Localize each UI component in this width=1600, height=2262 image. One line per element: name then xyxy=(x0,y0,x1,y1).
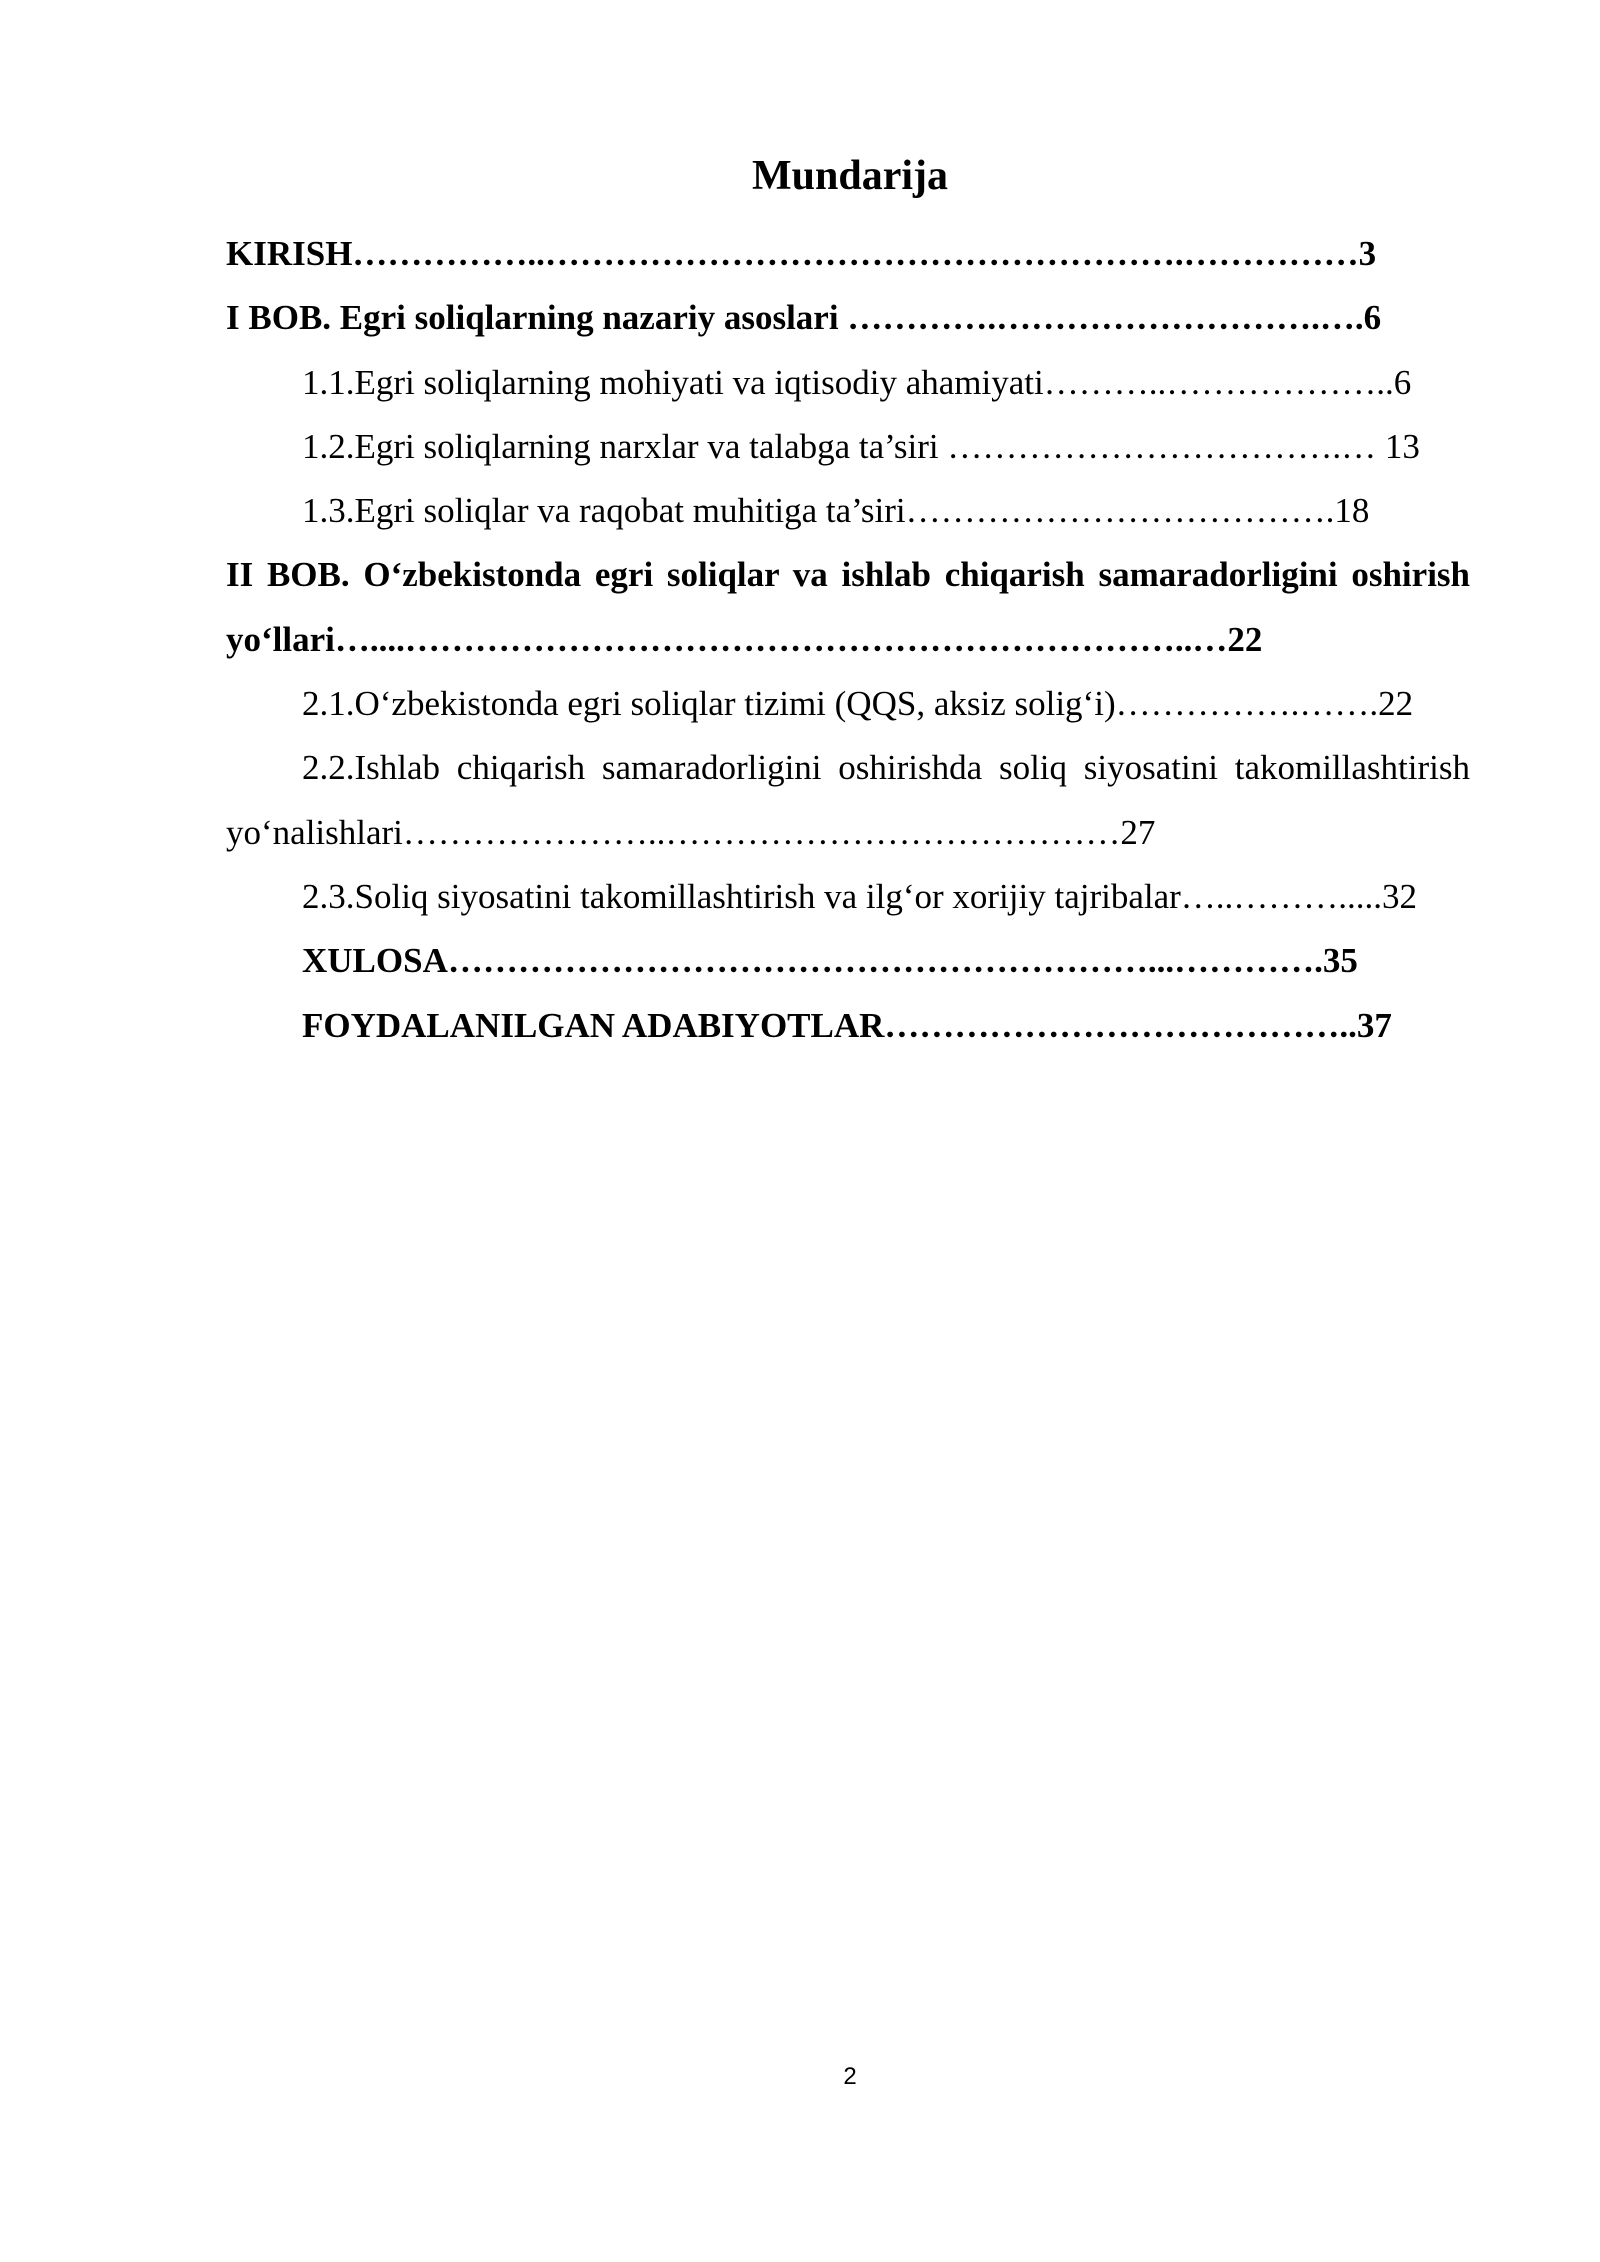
page-number: 2 xyxy=(843,2063,857,2090)
toc-chapter-1[interactable]: I BOB. Egri soliqlarning nazariy asoslari ………….……………………….….6 xyxy=(226,298,1382,338)
toc-entry-adabiyotlar[interactable]: FOYDALANILGAN ADABIYOTLAR…………………………………..37 xyxy=(302,1005,1392,1045)
toc-section-2-2[interactable]: 2.2.Ishlab chiqarish samaradorligini oshirishda soliq siyosatini takomillashtirish yo‘nalishlari…………………..…………………………………27 xyxy=(226,748,1470,852)
toc-chapter-2[interactable]: II BOB. O‘zbekistonda egri soliqlar va ishlab chiqarish samaradorligini oshirish yo‘llari…....…………………………………………………………..…22 xyxy=(226,555,1470,659)
toc-section-2-1[interactable]: 2.1.O‘zbekistonda egri soliqlar tizimi (QQS, aksiz solig‘i)…………….…….22 xyxy=(302,684,1414,724)
page-title: Mundarija xyxy=(751,153,948,199)
toc-entry-kirish[interactable]: KIRISH……………..……………………………………………….……………3 xyxy=(226,234,1377,273)
toc-section-1-2[interactable]: 1.2.Egri soliqlarning narxlar va talabga ta’siri …………………………….… 13 xyxy=(302,426,1420,466)
table-of-contents xyxy=(226,222,1470,1058)
toc-entry-xulosa[interactable]: XULOSA……………………………………………………...………….35 xyxy=(302,941,1358,981)
toc-section-1-3[interactable]: 1.3.Egri soliqlar va raqobat muhitiga ta’siri……………………………….18 xyxy=(302,491,1370,531)
toc-section-1-1[interactable]: 1.1.Egri soliqlarning mohiyati va iqtisodiy ahamiyati………..………………..6 xyxy=(302,362,1412,402)
toc-section-2-3[interactable]: 2.3.Soliq siyosatini takomillashtirish va ilg‘or xorijiy tajribalar…..……….....32 xyxy=(302,876,1418,916)
